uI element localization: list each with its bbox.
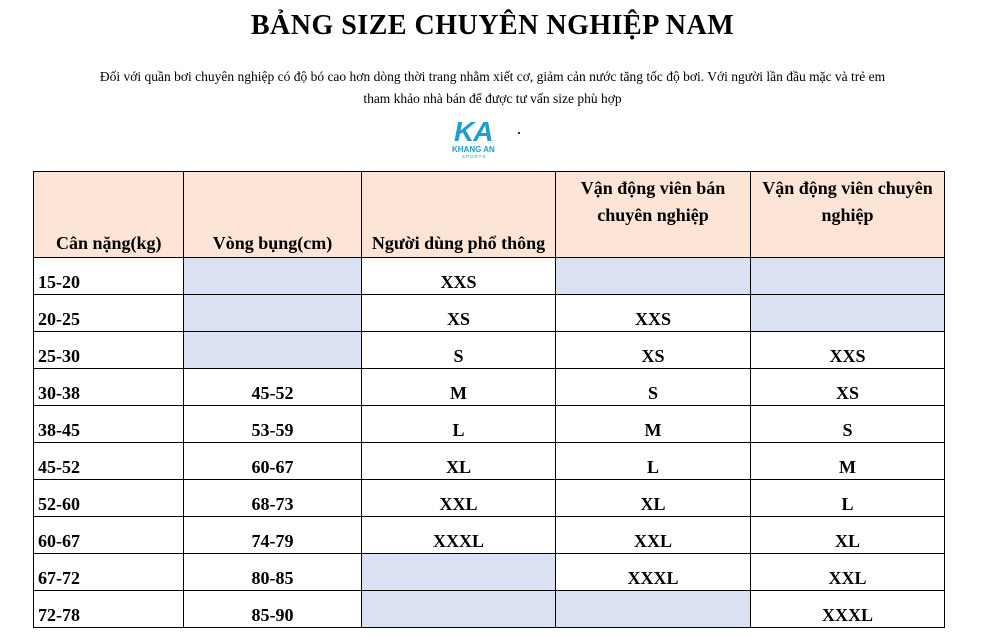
table-row [34,591,945,628]
cell-semi-pro [556,258,751,295]
khang-an-logo [452,118,522,160]
table-row [34,554,945,591]
cell-pro [751,295,945,332]
cell-regular: L [362,406,556,443]
header-row [34,172,945,258]
header-weight: Cân nặng(kg) [34,172,184,258]
cell-weight: 45-52 [34,443,184,480]
cell-weight: 20-25 [34,295,184,332]
cell-waist: 53-59 [184,406,362,443]
cell-pro: XXS [751,332,945,369]
table-row [34,295,945,332]
description-line-1: Đối với quần bơi chuyên nghiệp có độ bó cao hơn dòng thời trang nhằm xiết cơ, giảm cản nước tăng tốc độ bơi. Với người lần đầu mặc và trẻ em [99,69,886,84]
cell-weight: 25-30 [34,332,184,369]
cell-regular: XXS [362,258,556,295]
table-row [34,406,945,443]
cell-pro: M [751,443,945,480]
table-row [34,332,945,369]
cell-semi-pro: M [556,406,751,443]
cell-waist [184,258,362,295]
cell-regular: XL [362,443,556,480]
table-row [34,369,945,406]
cell-waist: 80-85 [184,554,362,591]
logo-brand: KHANG AN [452,145,495,154]
cell-waist: 45-52 [184,369,362,406]
cell-semi-pro: XXS [556,295,751,332]
cell-semi-pro: XXXL [556,554,751,591]
cell-pro: L [751,480,945,517]
cell-regular: S [362,332,556,369]
cell-semi-pro [556,591,751,628]
cell-semi-pro: XS [556,332,751,369]
cell-waist: 68-73 [184,480,362,517]
cell-waist: 60-67 [184,443,362,480]
cell-regular: XS [362,295,556,332]
table-row [34,258,945,295]
cell-regular [362,591,556,628]
table-row [34,517,945,554]
description [20,66,965,110]
cell-pro: XXXL [751,591,945,628]
cell-waist: 85-90 [184,591,362,628]
cell-regular [362,554,556,591]
cell-weight: 72-78 [34,591,184,628]
logo-dot [518,132,520,134]
cell-waist [184,295,362,332]
table-row [34,480,945,517]
cell-weight: 15-20 [34,258,184,295]
cell-waist: 74-79 [184,517,362,554]
logo-mark: KA [454,116,493,147]
cell-weight: 60-67 [34,517,184,554]
cell-waist [184,332,362,369]
cell-regular: XXXL [362,517,556,554]
cell-weight: 30-38 [34,369,184,406]
cell-weight: 52-60 [34,480,184,517]
cell-semi-pro: XXL [556,517,751,554]
size-table [33,171,945,628]
logo-sub: SPORTS [462,154,487,159]
cell-pro [751,258,945,295]
cell-weight: 38-45 [34,406,184,443]
description-line-2: tham khảo nhà bán để được tư vấn size phù hợp [363,91,622,106]
cell-regular: XXL [362,480,556,517]
cell-pro: XXL [751,554,945,591]
cell-pro: XS [751,369,945,406]
header-pro: Vận động viên chuyên nghiệp [751,172,945,258]
cell-semi-pro: L [556,443,751,480]
header-semi-pro: Vận động viên bán chuyên nghiệp [556,172,751,258]
cell-pro: S [751,406,945,443]
page-title: BẢNG SIZE CHUYÊN NGHIỆP NAM [250,10,735,41]
table-row [34,443,945,480]
header-regular: Người dùng phổ thông [362,172,556,258]
cell-semi-pro: XL [556,480,751,517]
cell-regular: M [362,369,556,406]
cell-weight: 67-72 [34,554,184,591]
header-waist: Vòng bụng(cm) [184,172,362,258]
cell-pro: XL [751,517,945,554]
cell-semi-pro: S [556,369,751,406]
